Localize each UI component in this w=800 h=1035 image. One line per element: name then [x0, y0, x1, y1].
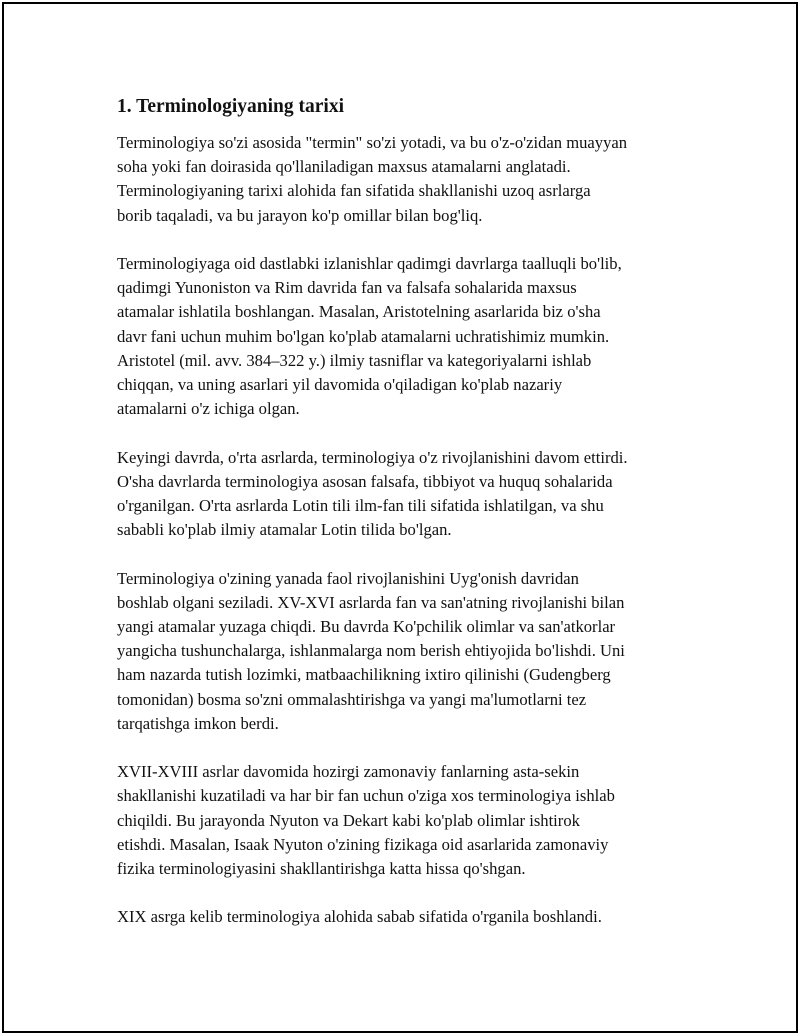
- text-line: davr fani uchun muhim bo'lgan ko'plab atamalarni uchratishimiz mumkin.: [117, 326, 610, 346]
- text-line: Keyingi davrda, o'rta asrlarda, terminologiya o'z rivojlanishini davom ettirdi.: [117, 447, 628, 467]
- text-line: chiqqan, va uning asarlari yil davomida o'qiladigan ko'plab nazariy: [117, 375, 563, 395]
- text-line: fizika terminologiyasini shakllantirishga katta hissa qo'shgan.: [117, 859, 526, 879]
- text-line: atamalarni o'z ichiga olgan.: [117, 399, 300, 419]
- text-line: boshlab olgani seziladi. XV-XVI asrlarda fan va san'atning rivojlanishi bilan: [117, 592, 625, 612]
- paragraph-intro: [117, 131, 692, 228]
- text-line: shakllanishi kuzatiladi va har bir fan uchun o'ziga xos terminologiya ishlab: [117, 786, 615, 806]
- paragraph-middle-ages: [117, 446, 692, 543]
- paragraph-modern-science: [117, 760, 692, 881]
- text-line: o'rganilgan. O'rta asrlarda Lotin tili ilm-fan tili sifatida ishlatilgan, va shu: [117, 496, 604, 516]
- text-line: tomonidan) bosma so'zni ommalashtirishga va yangi ma'lumotlarni tez: [117, 689, 587, 709]
- paragraph-renaissance: [117, 567, 692, 736]
- text-line: soha yoki fan doirasida qo'llaniladigan maxsus atamalarni anglatadi.: [117, 157, 571, 177]
- text-line: atamalar ishlatila boshlangan. Masalan, Aristotelning asarlarida biz o'sha: [117, 302, 601, 322]
- text-line: yangi atamalar yuzaga chiqdi. Bu davrda Ko'pchilik olimlar va san'atkorlar: [117, 617, 616, 637]
- text-line: ham nazarda tutish lozimki, matbaachilikning ixtiro qilinishi (Gudengberg: [117, 665, 611, 685]
- document-body: [117, 95, 692, 954]
- paragraph-nineteenth-century: [117, 905, 692, 929]
- text-line: Aristotel (mil. avv. 384–322 y.) ilmiy tasniflar va kategoriyalarni ishlab: [117, 350, 592, 370]
- text-line: Terminologiya o'zining yanada faol rivojlanishini Uyg'onish davridan: [117, 568, 579, 588]
- text-line: chiqildi. Bu jarayonda Nyuton va Dekart kabi ko'plab olimlar ishtirok: [117, 810, 580, 830]
- text-line: qadimgi Yunoniston va Rim davrida fan va falsafa sohalarida maxsus: [117, 278, 577, 298]
- text-line: XVII-XVIII asrlar davomida hozirgi zamonaviy fanlarning asta-sekin: [117, 762, 580, 782]
- text-line: O'sha davrlarda terminologiya asosan falsafa, tibbiyot va huquq sohalarida: [117, 471, 613, 491]
- text-line: Terminologiyaning tarixi alohida fan sifatida shakllanishi uzoq asrlarga: [117, 181, 591, 201]
- text-line: borib taqaladi, va bu jarayon ko'p omillar bilan bog'liq.: [117, 205, 483, 225]
- section-heading: 1. Terminologiyaning tarixi: [117, 96, 344, 117]
- text-line: Terminologiyaga oid dastlabki izlanishlar qadimgi davrlarga taalluqli bo'lib,: [117, 254, 622, 273]
- text-line: XIX asrga kelib terminologiya alohida sabab sifatida o'rganila boshlandi.: [117, 907, 602, 927]
- text-line: sababli ko'plab ilmiy atamalar Lotin tilida bo'lgan.: [117, 520, 452, 540]
- text-line: tarqatishga imkon berdi.: [117, 713, 279, 733]
- text-line: Terminologiya so'zi asosida "termin" so'zi yotadi, va bu o'z-o'zidan muayyan: [117, 133, 628, 152]
- paragraph-antiquity: [117, 252, 692, 421]
- text-line: etishdi. Masalan, Isaak Nyuton o'zining fizikaga oid asarlarida zamonaviy: [117, 834, 609, 854]
- text-line: yangicha tushunchalarga, ishlanmalarga nom berish ehtiyojida bo'lishdi. Uni: [117, 641, 625, 661]
